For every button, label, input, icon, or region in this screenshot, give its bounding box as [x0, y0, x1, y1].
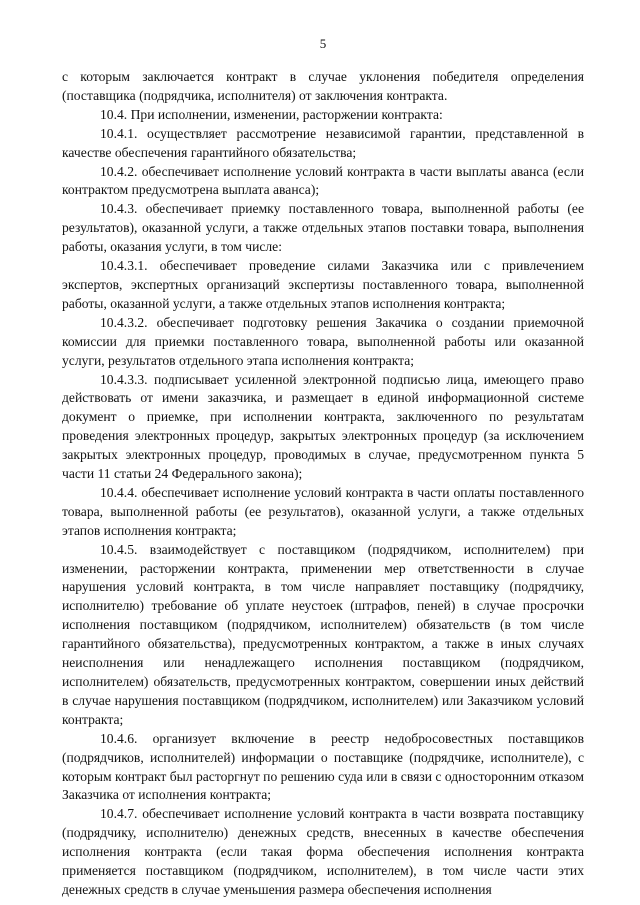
- paragraph: 10.4.4. обеспечивает исполнение условий контракта в части оплаты поставленного товара, выполненной работы (ее результатов), оказанной услуги, а также отдельных этапов исполнения контракта;: [62, 484, 584, 538]
- paragraph: 10.4. При исполнении, изменении, расторжении контракта:: [100, 106, 443, 122]
- paragraph: 10.4.2. обеспечивает исполнение условий контракта в части выплаты аванса (если контрактом предусмотрена выплата аванса);: [62, 163, 584, 198]
- paragraph: 10.4.1. осуществляет рассмотрение независимой гарантии, представленной в качестве обеспечения гарантийного обязательства;: [62, 125, 584, 160]
- paragraph: 10.4.6. организует включение в реестр недобросовестных поставщиков (подрядчиков, исполнителей) информации о поставщике (подрядчике, исполнителе), с которым контракт был расторгнут по решению суда или в связи с односторонним отказом Заказчика от исполнения контракта;: [62, 730, 584, 803]
- paragraph: 10.4.3.2. обеспечивает подготовку решения Закачика о создании приемочной комиссии для приемки поставленного товара, выполненной работы или оказанной услуги, результатов отдельного этапа исполнения контракта;: [62, 314, 584, 368]
- paragraph: 10.4.5. взаимодействует с поставщиком (подрядчиком, исполнителем) при изменении, расторжении контракта, применении мер ответственности в случае нарушения условий контракта, в том числе направляет поставщику (подрядчику, исполнителю) требование об уплате неустоек (штрафов, пеней) в случае просрочки исполнения поставщиком (подрядчиком, исполнителем) обязательств (в том числе гарантийного обязательства), предусмотренных контрактом, а также в иных случаях неисполнения или ненадлежащего исполнения поставщиком (подрядчиком, исполнителем) обязательств, предусмотренных контрактом, совершении иных действий в случае нарушения поставщиком (подрядчиком, исполнителем) или Заказчиком условий контракта;: [62, 541, 584, 727]
- paragraph: 10.4.7. обеспечивает исполнение условий контракта в части возврата поставщику (подрядчику, исполнителю) денежных средств, внесенных в качестве обеспечения исполнения контракта (если такая форма обеспечения исполнения контракта применяется поставщиком (подрядчиком, исполнителем), в том числе части этих денежных средств в случае уменьшения размера обеспечения исполнения: [62, 806, 584, 897]
- document-body: [62, 68, 584, 900]
- paragraph: 10.4.3.1. обеспечивает проведение силами Заказчика или с привлечением экспертов, экспертных организаций экспертизы поставленного товара, выполненной работы, оказанной услуги, а также отдельных этапов исполнения контракта;: [62, 258, 584, 311]
- paragraph: 10.4.3.3. подписывает усиленной электронной подписью лица, имеющего право действовать от имени заказчика, и размещает в единой информационной системе документ о приемке, при исполнении контракта, заключенного по результатам проведения электронных процедур, закрытых электронных процедур (за исключением закрытых электронных процедур, проводимых в случае, предусмотренном пункта 5 части 11 статьи 24 Федерального закона);: [62, 371, 584, 482]
- paragraph: 10.4.3. обеспечивает приемку поставленного товара, выполненной работы (ее результатов), оказанной услуги, а также отдельных этапов поставки товара, выполнения работы, оказания услуги, в том числе:: [62, 201, 584, 255]
- page-number: 5: [319, 36, 327, 51]
- paragraph: с которым заключается контракт в случае уклонения победителя определения (поставщика (подрядчика, исполнителя) от заключения контракта.: [62, 69, 584, 103]
